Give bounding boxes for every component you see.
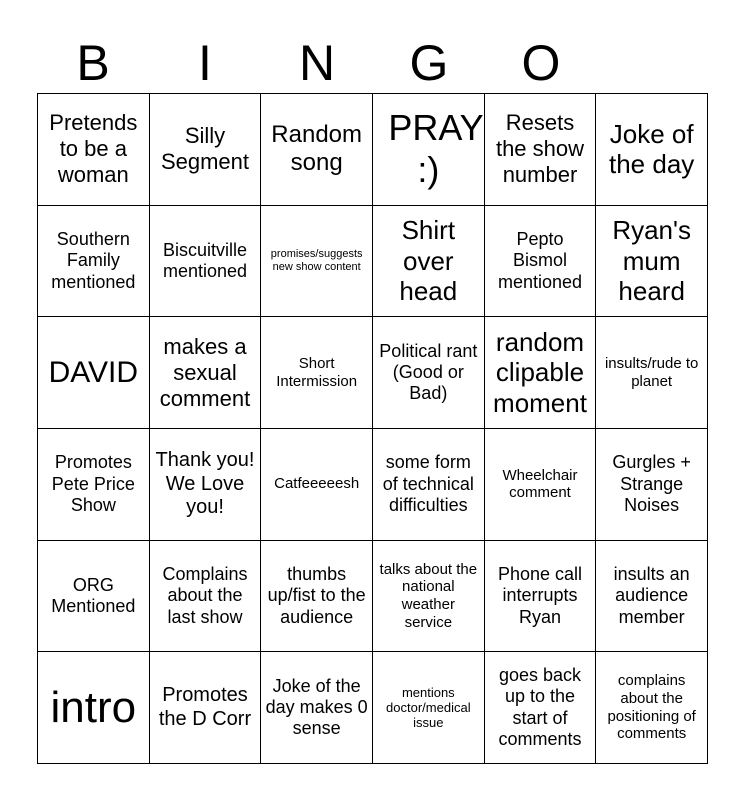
bingo-header xyxy=(37,32,708,94)
cell-text: Biscuitville mentioned xyxy=(162,239,248,281)
bingo-cell[interactable] xyxy=(261,206,373,318)
cell-text: Random song xyxy=(271,121,363,177)
bingo-cell[interactable] xyxy=(485,429,597,541)
bingo-cell[interactable] xyxy=(261,317,373,429)
cell-text: goes back up to the start of comments xyxy=(498,665,582,749)
bingo-cell[interactable] xyxy=(38,94,150,206)
cell-text: some form of technical difficulties xyxy=(382,452,474,515)
bingo-cell[interactable] xyxy=(261,541,373,653)
cell-text: insults/rude to planet xyxy=(604,354,699,390)
cell-text: PRAY :) xyxy=(388,106,484,191)
cell-text: Joke of the day xyxy=(609,118,695,180)
cell-text: Complains about the last show xyxy=(162,564,248,627)
cell-text: Resets the show number xyxy=(495,110,585,188)
bingo-cell[interactable] xyxy=(150,652,262,764)
cell-text: Southern Family mentioned xyxy=(51,229,136,292)
cell-text: Catfeeeeesh xyxy=(274,475,360,493)
cell-text: Shirt over head xyxy=(399,214,458,307)
bingo-cell[interactable] xyxy=(373,429,485,541)
bingo-cell[interactable] xyxy=(38,317,150,429)
cell-text: Promotes the D Corr xyxy=(158,684,252,730)
bingo-cell[interactable] xyxy=(485,541,597,653)
cell-text: insults an audience member xyxy=(613,564,690,627)
bingo-cell[interactable] xyxy=(373,94,485,206)
cell-text: Gurgles + Strange Noises xyxy=(612,452,691,515)
bingo-cell[interactable] xyxy=(150,94,262,206)
bingo-cell[interactable] xyxy=(596,429,708,541)
bingo-cell[interactable] xyxy=(150,429,262,541)
bingo-cell[interactable] xyxy=(596,652,708,764)
cell-text: Phone call interrupts Ryan xyxy=(497,564,583,627)
bingo-card-grid xyxy=(37,93,708,764)
cell-text: Promotes Pete Price Show xyxy=(51,452,135,515)
cell-text: mentions doctor/medical issue xyxy=(386,684,471,731)
cell-text: Silly Segment xyxy=(160,123,250,175)
bingo-cell[interactable] xyxy=(150,317,262,429)
bingo-cell[interactable] xyxy=(596,94,708,206)
bingo-cell[interactable] xyxy=(485,206,597,318)
bingo-cell[interactable] xyxy=(373,652,485,764)
bingo-cell[interactable] xyxy=(373,206,485,318)
header-letter-g: G xyxy=(409,35,449,91)
bingo-cell[interactable] xyxy=(150,541,262,653)
header-letter-i: I xyxy=(198,35,212,91)
cell-text: DAVID xyxy=(48,355,139,389)
cell-text: thumbs up/fist to the audience xyxy=(267,564,366,627)
header-letter-b: B xyxy=(76,35,110,91)
bingo-cell[interactable] xyxy=(38,206,150,318)
bingo-cell[interactable] xyxy=(261,652,373,764)
cell-text: Ryan's mum heard xyxy=(612,214,691,307)
header-letter-o: O xyxy=(521,35,561,91)
bingo-cell[interactable] xyxy=(261,429,373,541)
cell-text: Pepto Bismol mentioned xyxy=(497,229,583,292)
bingo-cell[interactable] xyxy=(150,206,262,318)
bingo-cell[interactable] xyxy=(373,317,485,429)
bingo-cell[interactable] xyxy=(596,317,708,429)
cell-text: ORG Mentioned xyxy=(51,574,136,616)
bingo-cell[interactable] xyxy=(596,541,708,653)
bingo-cell[interactable] xyxy=(38,652,150,764)
cell-text: makes a sexual comment xyxy=(159,333,251,411)
cell-text: talks about the national weather service xyxy=(379,560,478,631)
bingo-cell[interactable] xyxy=(373,541,485,653)
bingo-cell[interactable] xyxy=(485,317,597,429)
bingo-cell[interactable] xyxy=(485,652,597,764)
bingo-cell[interactable] xyxy=(596,206,708,318)
bingo-cell[interactable] xyxy=(261,94,373,206)
cell-text: Pretends to be a woman xyxy=(49,110,138,188)
cell-text: promises/suggests new show content xyxy=(270,248,363,273)
header-letter-n: N xyxy=(298,35,336,91)
bingo-cell[interactable] xyxy=(38,541,150,653)
cell-text: intro xyxy=(50,682,137,732)
bingo-cell[interactable] xyxy=(485,94,597,206)
cell-text: complains about the positioning of comments xyxy=(607,672,696,743)
cell-text: Joke of the day makes 0 sense xyxy=(265,675,368,739)
cell-text: Wheelchair comment xyxy=(502,466,578,502)
cell-text: Political rant (Good or Bad) xyxy=(379,340,478,404)
cell-text: Thank you! We Love you! xyxy=(155,448,255,519)
cell-text: Short Intermission xyxy=(276,354,358,390)
bingo-cell[interactable] xyxy=(38,429,150,541)
cell-text: random clipable moment xyxy=(493,326,587,418)
